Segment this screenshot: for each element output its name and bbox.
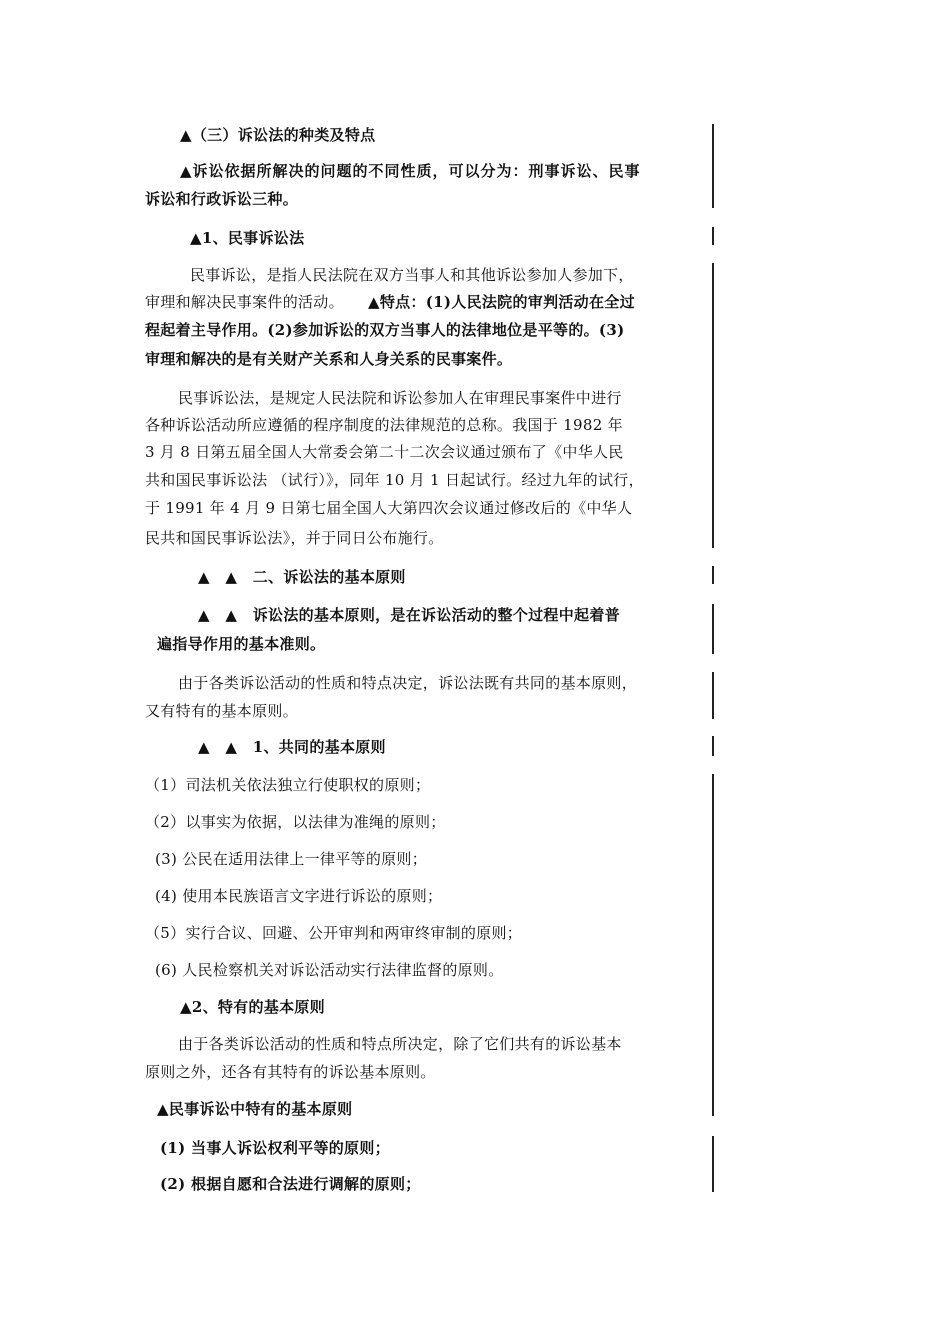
list-item: (1) 当事人诉讼权利平等的原则； xyxy=(160,1139,390,1157)
section-heading: ▲ ▲ 二、诉讼法的基本原则 xyxy=(198,568,406,586)
paragraph-line: ▲特点：(1)人民法院的审判活动在全过 xyxy=(368,293,635,311)
margin-rule xyxy=(712,604,714,654)
list-item: (4) 使用本民族语言文字进行诉讼的原则； xyxy=(155,887,443,905)
paragraph-line: 审理和解决民事案件的活动。 xyxy=(145,293,344,311)
paragraph-line: 民共和国民事诉讼法》，并于同日公布施行。 xyxy=(145,529,444,547)
margin-rule xyxy=(712,124,714,208)
list-item: （5）实行合议、回避、公开审判和两审终审制的原则； xyxy=(145,924,523,942)
paragraph-line: 民事诉讼，是指人民法院在双方当事人和其他诉讼参加人参加下， xyxy=(190,266,634,284)
margin-rule xyxy=(712,263,714,548)
margin-rule xyxy=(712,774,714,1116)
paragraph-line: 原则之外，还各有其特有的诉讼基本原则。 xyxy=(145,1063,436,1081)
margin-rule xyxy=(712,736,714,756)
paragraph-line: ▲诉讼依据所解决的问题的不同性质，可以分为：刑事诉讼、民事 xyxy=(180,162,641,180)
subheading: ▲2、特有的基本原则 xyxy=(180,998,325,1016)
paragraph-line: 于 1991 年 4 月 9 日第七届全国人大第四次会议通过修改后的《中华人 xyxy=(145,499,633,517)
subheading: ▲ ▲ 1、共同的基本原则 xyxy=(198,738,386,756)
paragraph-line: 程起着主导作用。(2)参加诉讼的双方当事人的法律地位是平等的。(3) xyxy=(145,321,625,339)
paragraph-line: 遍指导作用的基本准则。 xyxy=(157,635,326,653)
paragraph-line: 由于各类诉讼活动的性质和特点所决定，除了它们共有的诉讼基本 xyxy=(178,1035,622,1053)
list-item: (3) 公民在适用法律上一律平等的原则； xyxy=(155,850,428,868)
paragraph-line: 诉讼和行政诉讼三种。 xyxy=(145,190,299,208)
margin-rule xyxy=(712,672,714,719)
paragraph-line: 又有特有的基本原则。 xyxy=(145,702,299,720)
paragraph-line: 民事诉讼法，是规定人民法院和诉讼参加人在审理民事案件中进行 xyxy=(178,389,622,407)
subheading: ▲民事诉讼中特有的基本原则 xyxy=(157,1100,353,1118)
section-heading: ▲（三）诉讼法的种类及特点 xyxy=(180,126,376,144)
paragraph-line: 由于各类诉讼活动的性质和特点决定，诉讼法既有共同的基本原则， xyxy=(178,674,638,692)
margin-rule xyxy=(712,566,714,584)
list-item: （2）以事实为依据，以法律为准绳的原则； xyxy=(145,813,446,831)
paragraph-line: ▲ ▲ 诉讼法的基本原则，是在诉讼活动的整个过程中起着普 xyxy=(198,606,620,624)
margin-rule xyxy=(712,1136,714,1192)
margin-rule xyxy=(712,227,714,245)
paragraph-line: 共和国民事诉讼法 （试行）》，同年 10 月 1 日起试行。经过九年的试行， xyxy=(145,471,644,489)
list-item: （1）司法机关依法独立行使职权的原则； xyxy=(145,776,431,794)
paragraph-line: 各种诉讼活动所应遵循的程序制度的法律规范的总称。我国于 1982 年 xyxy=(145,416,623,434)
paragraph-line: 3 月 8 日第五届全国人大常委会第二十二次会议通过颁布了《中华人民 xyxy=(145,443,624,461)
subheading: ▲1、民事诉讼法 xyxy=(190,229,305,247)
list-item: (6) 人民检察机关对诉讼活动实行法律监督的原则。 xyxy=(155,961,504,979)
list-item: (2) 根据自愿和合法进行调解的原则； xyxy=(160,1175,421,1193)
paragraph-line: 审理和解决的是有关财产关系和人身关系的民事案件。 xyxy=(145,350,513,368)
